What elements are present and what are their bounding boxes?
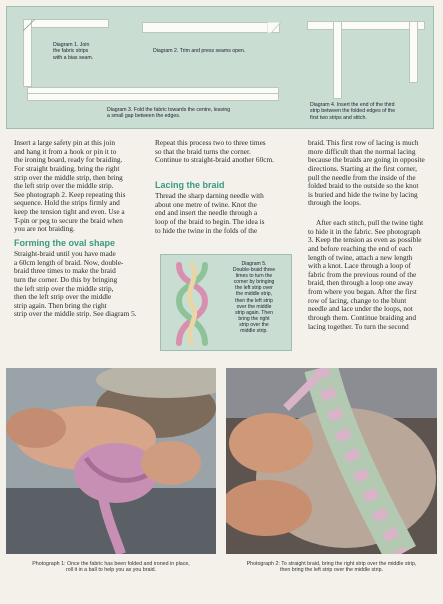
column3-paragraph1: braid. This first row of lacing is much more difficult than the normal lacing because the braids are going in opposite directions. Starting at the first corner, pull the needle from the inside of the folded braid to the outside so the knot is buried and hide the twine by lacing through the loops.: [308, 138, 425, 208]
column1-paragraph2: Straight-braid until you have made a 60cm length of braid. Now, double- braid three times to make the braid turn the corner. Do this by bringing the left strip over the middle strip, then the left strip over the middle strip again. Then bring the right strip over the middle strip. See diagram 5.: [14, 249, 137, 319]
column1-heading: Forming the oval shape: [14, 238, 116, 248]
diagram4-strip-vertical: [333, 21, 342, 99]
photograph1: [6, 368, 216, 554]
diagram1-strip-horizontal: [23, 19, 109, 28]
photograph1-image: [6, 368, 216, 554]
diagram5-braid-illustration: [171, 261, 215, 347]
diagram1-caption: Diagram 1. Join the fabric strips with a bias seam.: [53, 42, 94, 61]
diagram4-caption: Diagram 4. Insert the end of the third strip between the folded edges of the first two strips and stitch.: [310, 102, 396, 121]
diagram-panel: [6, 6, 434, 129]
diagram5-inset: [160, 254, 292, 351]
column2-paragraph1: Repeat this process two to three times so that the braid turns the corner. Continue to straight-braid another 60cm.: [155, 138, 274, 165]
diagram3-centre-gap: [27, 93, 279, 94]
column2-paragraph2: Thread the sharp darning needle with about one metre of twine. Knot the end and insert the needle through a loop of the braid to begin. The idea is to hide the twine in the folds of the: [155, 191, 265, 235]
diagram2-strip: [142, 22, 280, 33]
diagram3-strip: [27, 87, 279, 101]
photograph2-caption: Photograph 2: To straight braid, bring the right strip over the middle strip, then bring the left strip over the middle strip.: [246, 561, 417, 574]
diagram3-caption: Diagram 3. Fold the fabric towards the centre, leaving a small gap between the edges.: [107, 107, 231, 120]
photograph2: [226, 368, 437, 554]
diagram2-trimmed-end: [267, 22, 281, 33]
column2-heading: Lacing the braid: [155, 180, 225, 190]
diagram1-bias-seam: [23, 19, 35, 31]
column3-paragraph2: After each stitch, pull the twine tight to hide it in the fabric. See photograph 3. Keep the tension as even as possible and before reaching the end of each length of twine, attach a new length with a knot. Lace through a loop of fabric from the previous round of the braid, then through a loop one away from where you began. After the first row of lacing, change to the blunt needle and lace under the loops, not through them. Continue braiding and lacing together. To turn the second: [308, 218, 424, 331]
photograph1-caption: Photograph 1: Once the fabric has been folded and ironed in place, roll it in a ball to help you as you braid.: [32, 561, 190, 574]
diagram5-caption: Diagram 5. Double-braid three times to turn the corner by bringing the left strip over the middle strip, then the left strip over the middle strip again. Then bring the right strip over the middle strip.: [232, 261, 276, 335]
diagram4-strip-horizontal: [307, 21, 425, 30]
photograph2-image: [226, 368, 437, 554]
column1-paragraph1: Insert a large safety pin at this join and hang it from a hook or pin it to the ironing board, ready for braiding. For straight braiding, bring the right strip over the middle strip, then bring the left strip over the middle strip. See photograph 2. Keep repeating this sequence. Hold the strips firmly and keep the tension tight and even. Use a T-pin or peg to secure the braid when you are not braiding.: [14, 138, 126, 234]
diagram4-third-strip: [409, 21, 418, 83]
diagram2-caption: Diagram 2. Trim and press seams open.: [153, 48, 246, 54]
